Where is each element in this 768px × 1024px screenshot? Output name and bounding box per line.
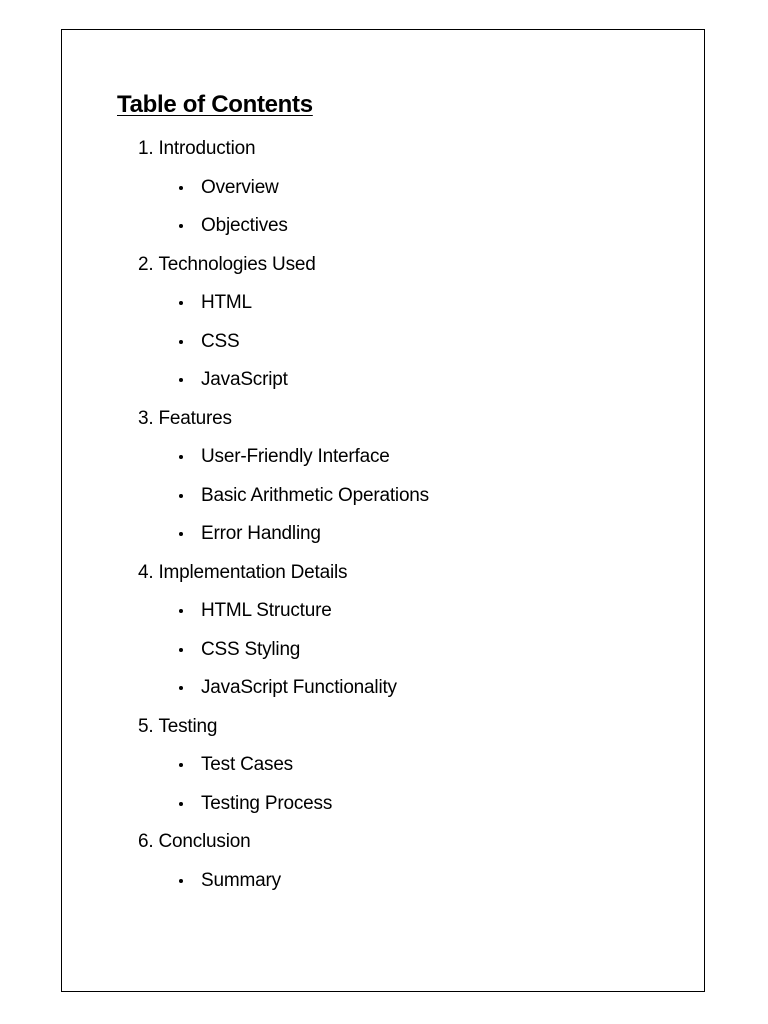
toc-section (138, 554, 678, 708)
toc-subsection-item (138, 361, 678, 400)
toc-subsection-label: Overview (201, 176, 279, 198)
bullet-icon (179, 494, 183, 498)
toc-subsection-list (138, 284, 678, 400)
toc-section-heading (138, 708, 678, 747)
bullet-icon (179, 802, 183, 806)
toc-title: Table of Contents (117, 91, 313, 118)
toc-section-label: Conclusion (158, 831, 251, 853)
toc-subsection-label: Basic Arithmetic Operations (201, 484, 429, 506)
toc-subsection-label: Testing Process (201, 792, 333, 814)
toc-section (138, 823, 678, 900)
bullet-icon (179, 340, 183, 344)
bullet-icon (179, 224, 183, 228)
toc-section-label: Technologies Used (158, 253, 316, 275)
toc-section-number: 3. (138, 407, 154, 429)
toc-subsection-item (138, 631, 678, 670)
toc-subsection-item (138, 669, 678, 708)
toc-section (138, 708, 678, 824)
toc-section (138, 246, 678, 400)
toc-subsection-item (138, 746, 678, 785)
toc-subsection-item (138, 515, 678, 554)
toc-subsection-item (138, 284, 678, 323)
toc-list (138, 130, 678, 900)
toc-section-heading (138, 130, 678, 169)
toc-section-number: 1. (138, 138, 154, 160)
toc-subsection-label: HTML (201, 292, 252, 314)
toc-subsection-label: JavaScript (201, 369, 288, 391)
toc-section-label: Testing (158, 715, 218, 737)
toc-section-heading (138, 554, 678, 593)
bullet-icon (179, 301, 183, 305)
toc-subsection-item (138, 592, 678, 631)
toc-subsection-list (138, 862, 678, 901)
toc-section-number: 6. (138, 831, 154, 853)
bullet-icon (179, 763, 183, 767)
toc-section (138, 130, 678, 246)
toc-subsection-item (138, 785, 678, 824)
toc-subsection-label: CSS Styling (201, 638, 301, 660)
toc-subsection-list (138, 746, 678, 823)
toc-subsection-item (138, 438, 678, 477)
bullet-icon (179, 609, 183, 613)
bullet-icon (179, 879, 183, 883)
toc-section-heading (138, 823, 678, 862)
toc-subsection-label: User-Friendly Interface (201, 446, 390, 468)
bullet-icon (179, 186, 183, 190)
toc-section-number: 2. (138, 253, 154, 275)
bullet-icon (179, 532, 183, 536)
toc-subsection-label: Test Cases (201, 754, 293, 776)
toc-section-number: 5. (138, 715, 154, 737)
toc-subsection-list (138, 592, 678, 708)
toc-section-heading (138, 246, 678, 285)
toc-subsection-label: Summary (201, 869, 281, 891)
toc-subsection-item (138, 207, 678, 246)
bullet-icon (179, 686, 183, 690)
toc-subsection-label: CSS (201, 330, 240, 352)
toc-section-heading (138, 400, 678, 439)
toc-subsection-label: HTML Structure (201, 600, 332, 622)
toc-subsection-item (138, 169, 678, 208)
toc-section-label: Introduction (158, 138, 256, 160)
toc-section-label: Implementation Details (158, 561, 348, 583)
toc-subsection-label: Objectives (201, 215, 288, 237)
toc-subsection-item (138, 477, 678, 516)
toc-subsection-list (138, 438, 678, 554)
bullet-icon (179, 648, 183, 652)
toc-section-label: Features (158, 407, 232, 429)
bullet-icon (179, 378, 183, 382)
toc-section-number: 4. (138, 561, 154, 583)
toc-subsection-label: Error Handling (201, 523, 321, 545)
toc-section (138, 400, 678, 554)
toc-subsection-item (138, 323, 678, 362)
toc-subsection-item (138, 862, 678, 901)
bullet-icon (179, 455, 183, 459)
toc-subsection-list (138, 169, 678, 246)
toc-subsection-label: JavaScript Functionality (201, 677, 397, 699)
